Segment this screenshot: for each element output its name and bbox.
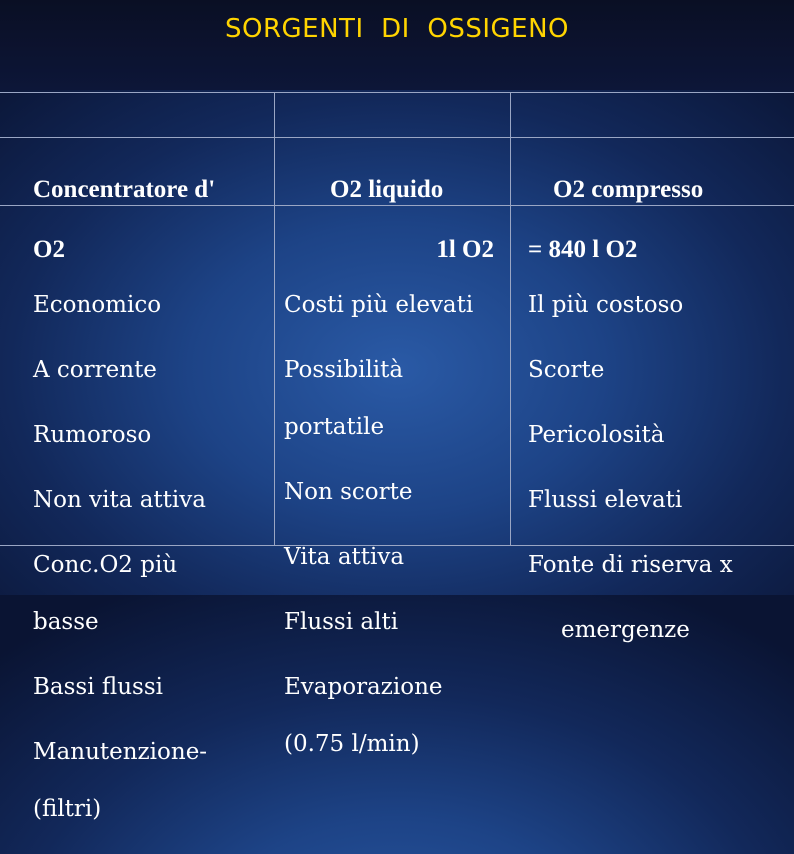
list-item: Manutenzione- [33,738,208,765]
list-item: Evaporazione [284,673,443,700]
list-item: Possibilità [284,356,404,383]
list-item: Conc.O2 più [33,551,178,578]
column-o2-liquido [284,256,508,789]
list-item: Il più costoso [528,291,684,318]
header-line-1: Concentratore d' [33,176,216,203]
slide-title: SORGENTI DI OSSIGENO [225,14,569,44]
header-top-rule [0,137,794,138]
list-item: Flussi alti [284,608,399,635]
column-divider-2 [510,92,511,545]
list-item: Non vita attiva [33,486,206,513]
list-item: emergenze [561,616,690,643]
table-top-rule [0,92,794,93]
list-item: (0.75 l/min) [284,731,420,757]
list-item: Bassi flussi [33,673,164,700]
header-line-2: O2 [33,236,65,263]
list-item: Pericolosità [528,421,665,448]
column-divider-1 [274,92,275,545]
list-item: Flussi elevati [528,486,683,513]
header-line-1: O2 liquido [330,176,444,203]
list-item: Scorte [528,356,605,383]
list-item: Non scorte [284,478,413,505]
column-concentratore [33,256,271,854]
list-item: (filtri) [33,796,102,822]
list-item: portatile [284,414,385,440]
list-item: Rumoroso [33,421,152,448]
list-item: A corrente [33,356,157,383]
header-line-1: O2 compresso [553,176,704,203]
list-item: Costi più elevati [284,291,474,318]
list-item: Vita attiva [284,543,405,570]
header-line-2: 1l O2 [436,236,494,263]
list-item: basse [33,609,99,635]
header-line-2: = 840 l O2 [528,236,638,263]
list-item: Fonte di riserva x [528,551,733,578]
list-item: Economico [33,291,162,318]
column-o2-compresso [528,256,790,679]
